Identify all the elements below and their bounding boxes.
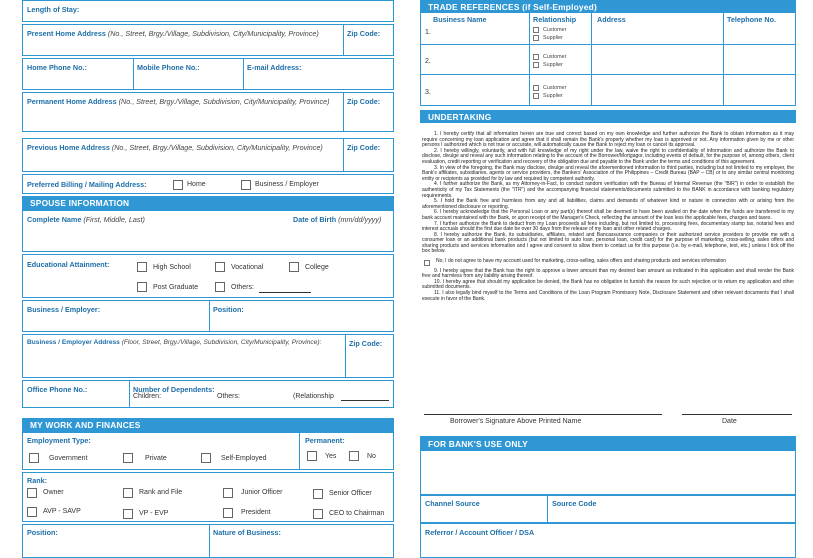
permanent-label: Permanent: bbox=[305, 436, 345, 445]
optout-row bbox=[422, 259, 794, 265]
rank-owner-label: Owner bbox=[43, 489, 64, 496]
billing-home-label: Home bbox=[187, 181, 206, 188]
row-number: 1. bbox=[425, 29, 431, 36]
permanent-address-field[interactable] bbox=[22, 92, 394, 132]
office-phone-label: Office Phone No.: bbox=[27, 385, 88, 394]
previous-address-label: Previous Home Address (No., Street, Brgy./Village, Subdivision, City/Municipality, Province) bbox=[27, 143, 323, 152]
rank-owner-checkbox[interactable] bbox=[27, 488, 37, 498]
undertaking-paragraph: 6. I hereby acknowledge that the Personal Loan or any part(s) thereof shall be deemed to have been availed on the date when the funds are transferred to my bank account maintained with the Bank, or upon receipt of the Manager's Check, reflecting the amount of the loan less the applicable fees, charges and taxes. bbox=[422, 209, 794, 221]
educ-vocational-label: Vocational bbox=[231, 264, 264, 271]
phone-email-row[interactable] bbox=[22, 58, 394, 90]
channel-source-label: Channel Source bbox=[425, 499, 480, 508]
optout-checkbox[interactable] bbox=[424, 260, 430, 266]
undertaking-paragraph: 9. I hereby agree that the Bank has the right to approve a lower amount than my desired loan amount as indicated in this application and shall render the Bank free and harmless from any liability arising thereof. bbox=[422, 267, 794, 280]
signature-line[interactable] bbox=[424, 414, 662, 415]
col-relationship: Relationship bbox=[533, 15, 577, 24]
permanent-no-label: No bbox=[367, 453, 376, 460]
supplier-checkbox[interactable] bbox=[533, 62, 539, 68]
rank-president-checkbox[interactable] bbox=[223, 508, 233, 518]
undertaking-header: UNDERTAKING bbox=[420, 110, 796, 123]
complete-name-label: Complete Name (First, Middle, Last) bbox=[27, 215, 145, 224]
relationship-label: (Relationship bbox=[293, 393, 334, 400]
spouse-employer-label: Business / Employer: bbox=[27, 305, 101, 314]
education-label: Educational Attainment: bbox=[27, 260, 110, 269]
billing-label: Preferred Billing / Mailing Address: bbox=[27, 180, 147, 189]
business-zip-label: Zip Code: bbox=[349, 339, 383, 348]
billing-business-label: Business / Employer bbox=[255, 181, 319, 188]
spouse-position-label: Position: bbox=[213, 305, 244, 314]
undertaking-paragraph: 4. I further authorize the Bank, as my Attorney-in-Fact, to conduct random verification with the Bureau of Internal Revenue (the "BIR") in order to establish the authenticity of my Tax Statements (the "ITR") and the accompanying financial statements/documents submitted to the BANK in accordance with banking regulatory requirements. bbox=[422, 181, 794, 199]
previous-zip-label: Zip Code: bbox=[347, 143, 381, 152]
customer-checkbox[interactable] bbox=[533, 54, 539, 60]
permanent-no-checkbox[interactable] bbox=[349, 451, 359, 461]
business-address-label: Business / Employer Address (Floor, Street, Brgy./Village, Subdivision, City/Municipality, Province): bbox=[27, 339, 322, 346]
nature-business-label: Nature of Business: bbox=[213, 528, 281, 537]
undertaking-paragraph: 11. I also legally bind myself to the Terms and Conditions of the Loan Program Promissory Note, Disclosure Statement and other relevant documents that I shall execute in favor of the Bank. bbox=[422, 290, 794, 302]
rank-junior-label: Junior Officer bbox=[241, 489, 283, 496]
date-line[interactable] bbox=[682, 414, 792, 415]
emp-private-label: Private bbox=[145, 455, 167, 462]
bank-use-box[interactable] bbox=[420, 451, 796, 495]
undertaking-paragraph: 5. I hold the Bank free and harmless from any and all liabilities, claims and demands of whatever kind or nature in connection with or arising from the aforementioned disclosure or reporting. bbox=[422, 198, 794, 210]
rank-row bbox=[22, 472, 394, 522]
educ-others-label: Others: bbox=[231, 284, 254, 291]
position-nature-row[interactable] bbox=[22, 524, 394, 558]
present-address-label: Present Home Address (No., Street, Brgy./Village, Subdivision, City/Municipality, Province) bbox=[27, 29, 319, 38]
rank-rankfile-checkbox[interactable] bbox=[123, 488, 133, 498]
rank-rankfile-label: Rank and File bbox=[139, 489, 183, 496]
work-position-label: Position: bbox=[27, 528, 58, 537]
educ-highschool-checkbox[interactable] bbox=[137, 262, 147, 272]
educ-highschool-label: High School bbox=[153, 264, 191, 271]
supplier-label: Supplier bbox=[543, 93, 563, 99]
email-label: E-mail Address: bbox=[247, 63, 302, 72]
rank-ceo-checkbox[interactable] bbox=[313, 509, 323, 519]
present-address-field[interactable] bbox=[22, 24, 394, 56]
educ-college-label: College bbox=[305, 264, 329, 271]
row-number: 2. bbox=[425, 58, 431, 65]
emp-selfemployed-checkbox[interactable] bbox=[201, 453, 211, 463]
billing-business-checkbox[interactable] bbox=[241, 180, 251, 190]
educ-postgrad-label: Post Graduate bbox=[153, 284, 199, 291]
customer-checkbox[interactable] bbox=[533, 27, 539, 33]
dependents-label: Number of Dependents: bbox=[133, 385, 215, 394]
emp-government-checkbox[interactable] bbox=[29, 453, 39, 463]
rank-label: Rank: bbox=[27, 476, 47, 485]
referror-row[interactable] bbox=[420, 523, 796, 558]
children-label: Children: bbox=[133, 393, 162, 400]
length-of-stay-field[interactable] bbox=[22, 0, 394, 22]
spouse-business-address-field[interactable] bbox=[22, 334, 394, 378]
undertaking-paragraph: 2. I hereby willingly, voluntarily, and with full knowledge of my right under the law, waive the right to confidentiality of information and authorize the Bank to disclose, divulge and reveal any such information relating to the account of the Borrower/Mortgagor, including events of default, for the purpose of, among others, client evaluation, credit reporting or verification and recovery of the obligation due and payable to the Bank under the terms and conditions of this agreement. bbox=[422, 147, 794, 165]
permanent-zip-label: Zip Code: bbox=[347, 97, 381, 106]
col-address: Address bbox=[597, 15, 626, 24]
rank-junior-checkbox[interactable] bbox=[223, 488, 233, 498]
personal-info-page bbox=[22, 0, 394, 558]
col-telephone: Telephone No. bbox=[727, 15, 776, 24]
zip-code-label: Zip Code: bbox=[347, 29, 381, 38]
supplier-label: Supplier bbox=[543, 62, 563, 68]
date-label: Date bbox=[722, 418, 737, 425]
customer-label: Customer bbox=[543, 27, 567, 33]
trade-references-header: TRADE REFERENCES (if Self-Employed) bbox=[420, 0, 796, 13]
rank-senior-checkbox[interactable] bbox=[313, 489, 323, 499]
customer-checkbox[interactable] bbox=[533, 85, 539, 91]
rank-ceo-label: CEO to Chairman bbox=[329, 510, 385, 517]
trade-references-table bbox=[420, 13, 796, 106]
rank-avp-checkbox[interactable] bbox=[27, 507, 37, 517]
educ-vocational-checkbox[interactable] bbox=[215, 262, 225, 272]
undertaking-paragraph: 3. In view of the foregoing, the Bank may disclose, divulge and reveal the aforementioned information to third parties, including but not limited to my employer, the Bank's affiliates, subsidiaries, agents or service providers, the Bankers' Association of the Philippines – Credit Bureau (BAP – CB) or to any similar central monitoring entity or recipients as provided for by law and required by competent authority. bbox=[422, 164, 794, 182]
undertaking-paragraph: 8. I hereby authorize the Bank, its subsidiaries, affiliates, related and Bancassurance companies or their authorized service providers to provide me with a consumer loan or an additional bank products (but not limited to auto loan, personal loan, credit card) for the purpose of marketing, cross-selling, sales offers and sharing products and services information and I agree and consent to allow them to contact us for this purpose (i.e. by e-mail, telephone, text, etc.) unless I tick off the box below. bbox=[422, 231, 794, 255]
undertaking-page bbox=[420, 0, 796, 558]
emp-government-label: Government bbox=[49, 455, 88, 462]
permanent-yes-checkbox[interactable] bbox=[307, 451, 317, 461]
mobile-phone-label: Mobile Phone No.: bbox=[137, 63, 200, 72]
supplier-checkbox[interactable] bbox=[533, 35, 539, 41]
others-label: Others: bbox=[217, 393, 240, 400]
employment-type-label: Employment Type: bbox=[27, 436, 91, 445]
educ-college-checkbox[interactable] bbox=[289, 262, 299, 272]
educ-others-checkbox[interactable] bbox=[215, 282, 225, 292]
permanent-yes-label: Yes bbox=[325, 453, 337, 460]
rank-senior-label: Senior Officer bbox=[329, 490, 372, 497]
spouse-employer-row[interactable] bbox=[22, 300, 394, 332]
billing-row bbox=[22, 174, 394, 194]
work-section-header: MY WORK AND FINANCES bbox=[22, 418, 394, 432]
previous-address-field[interactable] bbox=[22, 138, 394, 172]
row-number: 3. bbox=[425, 89, 431, 96]
optout-text: No, I do not agree to have my account used for marketing, cross-selling, sales offers and sharing products and services information bbox=[436, 258, 727, 265]
undertaking-text bbox=[420, 130, 796, 400]
rank-avp-label: AVP - SAVP bbox=[43, 508, 81, 515]
spouse-section-header: SPOUSE INFORMATION bbox=[22, 196, 394, 210]
signature-label: Borrower's Signature Above Printed Name bbox=[450, 418, 582, 425]
rank-president-label: President bbox=[241, 509, 271, 516]
referror-label: Referror / Account Officer / DSA bbox=[425, 528, 535, 537]
emp-selfemployed-label: Self-Employed bbox=[221, 455, 267, 462]
undertaking-paragraph: 7. I further authorize the Bank to deduct from my Loan proceeds all fees including, but not limited to, processing fees, documentary stamp tax, notarial fees and interest accruals should the first due date be over 30 days from the release of my loan and other related charges. bbox=[422, 220, 794, 233]
educ-postgrad-checkbox[interactable] bbox=[137, 282, 147, 292]
undertaking-paragraph: 1. I hereby certify that all information herein are true and correct based on my own knowledge and further authorize the Bank to obtain information as it may require concerning my loan application and agree that it shall remain the Bank's property whether my loan is approved or not. Any information given by me or other persons I authorized which is not true or accurate, will automatically cause the Bank to reject my loan or cancel its approval. bbox=[422, 131, 794, 149]
channel-source-row[interactable] bbox=[420, 495, 796, 523]
home-phone-label: Home Phone No.: bbox=[27, 63, 87, 72]
education-row bbox=[22, 254, 394, 298]
permanent-address-label: Permanent Home Address (No., Street, Brgy./Village, Subdivision, City/Municipality, Province) bbox=[27, 97, 330, 106]
source-code-label: Source Code bbox=[552, 499, 597, 508]
customer-label: Customer bbox=[543, 54, 567, 60]
spouse-name-row[interactable] bbox=[22, 210, 394, 252]
office-phone-row[interactable] bbox=[22, 380, 394, 408]
customer-label: Customer bbox=[543, 85, 567, 91]
bank-use-header: FOR BANK'S USE ONLY bbox=[420, 436, 796, 451]
supplier-label: Supplier bbox=[543, 35, 563, 41]
rank-vp-label: VP - EVP bbox=[139, 510, 169, 517]
length-of-stay-label: Length of Stay: bbox=[27, 5, 80, 14]
supplier-checkbox[interactable] bbox=[533, 93, 539, 99]
dob-label: Date of Birth (mm/dd/yyyy) bbox=[293, 215, 382, 224]
billing-home-checkbox[interactable] bbox=[173, 180, 183, 190]
col-business-name: Business Name bbox=[433, 15, 487, 24]
rank-vp-checkbox[interactable] bbox=[123, 509, 133, 519]
undertaking-paragraph: 10. I hereby agree that should my application be denied, the Bank has no obligation to furnish the reason for such rejection or to return my application and other submitted documents. bbox=[422, 278, 794, 291]
employment-type-row bbox=[22, 432, 394, 470]
emp-private-checkbox[interactable] bbox=[123, 453, 133, 463]
